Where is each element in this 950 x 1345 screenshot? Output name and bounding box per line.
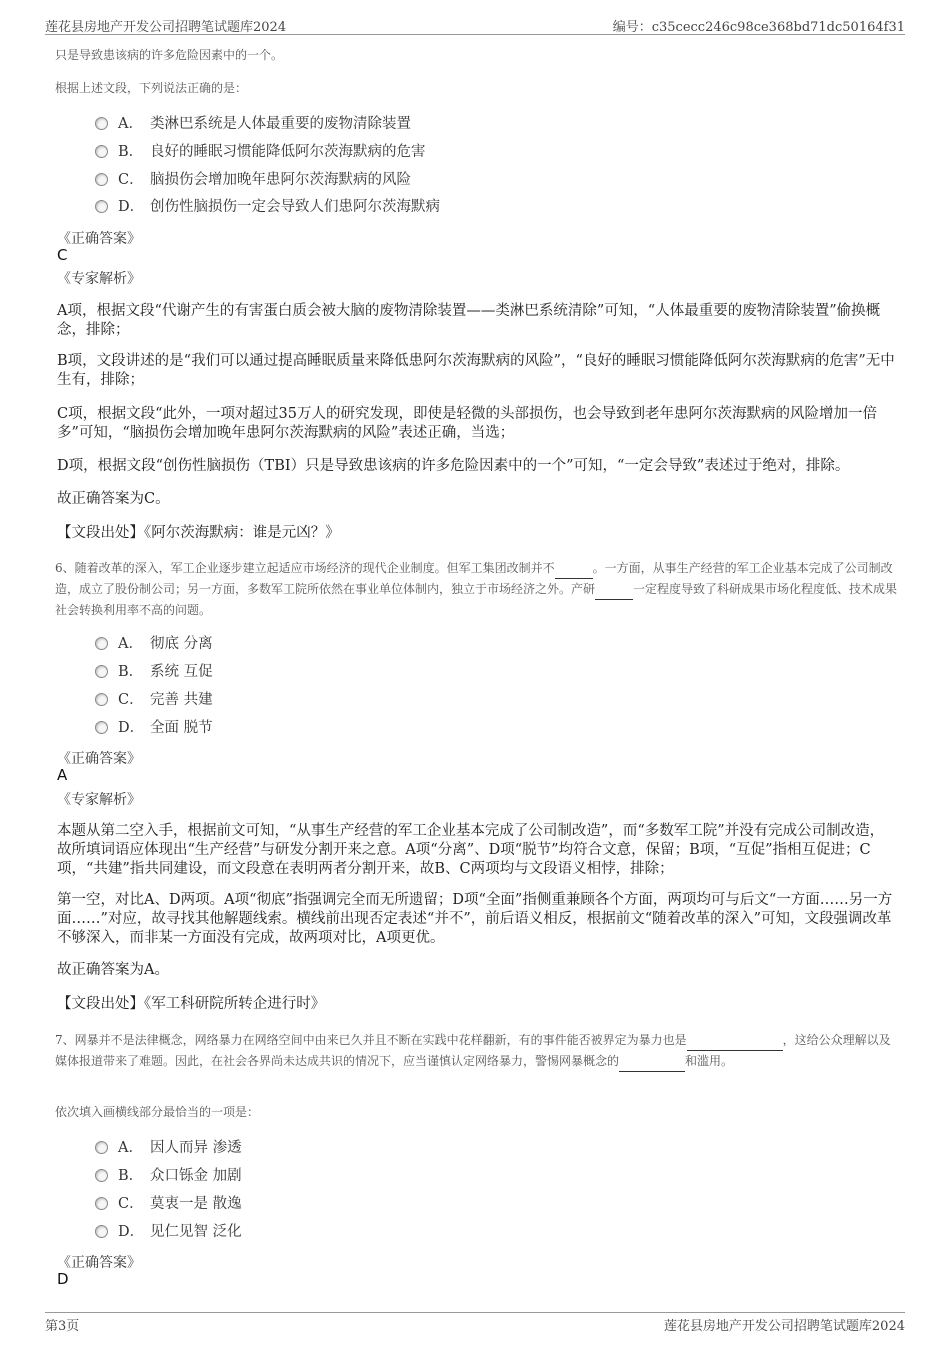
q5-prompt: 根据上述文段，下列说法正确的是：	[55, 81, 248, 95]
radio-icon[interactable]	[95, 693, 108, 706]
radio-icon[interactable]	[95, 1197, 108, 1210]
q7-option-c[interactable]: C． 莫衷一是 散逸	[95, 1194, 242, 1214]
q7-option-b[interactable]: B． 众口铄金 加剧	[95, 1166, 242, 1186]
footer-title: 莲花县房地产开发公司招聘笔试题库2024	[663, 1319, 905, 1334]
header-code-value: c35cecc246c98ce368bd71dc50164f31	[651, 20, 905, 35]
radio-icon[interactable]	[95, 637, 108, 650]
blank	[619, 1051, 685, 1072]
q5-answer: C	[57, 246, 68, 264]
q5-answer-label: 《正确答案》	[57, 231, 141, 247]
header-code	[613, 16, 905, 35]
q6-conclusion: 故正确答案为A。	[57, 962, 169, 978]
q6-stem: 6、随着改革的深入，军工企业逐步建立起适应市场经济的现代企业制度。但军工集团改制并不 。一方面，从事生产经营的军工企业基本完成了公司制改造，成立了股份制公司；另一方面，多数军工院所依然在事业单位体制内，独立于市场经济之外。产研 一定程度导致了科研成果市场化程度低、技术成果社会转换利用率不高的问题。	[55, 558, 900, 620]
q5-conclusion: 故正确答案为C。	[57, 491, 170, 507]
q7-answer: D	[57, 1270, 69, 1288]
q6-source: 【文段出处】《军工科研院所转企进行时》	[57, 996, 326, 1012]
q5-option-b[interactable]: B． 良好的睡眠习惯能降低阿尔茨海默病的危害	[95, 142, 426, 162]
page-number: 第3页	[45, 1319, 80, 1334]
q7-option-a[interactable]: A． 因人而异 渗透	[95, 1138, 242, 1158]
radio-icon[interactable]	[95, 665, 108, 678]
radio-icon[interactable]	[95, 1169, 108, 1182]
radio-icon[interactable]	[95, 145, 108, 158]
radio-icon[interactable]	[95, 1225, 108, 1238]
q5-source: 【文段出处】《阿尔茨海默病：谁是元凶？》	[57, 525, 340, 541]
q6-answer: A	[57, 766, 68, 784]
q5-analysis-c: C项，根据文段“此外，一项对超过35万人的研究发现，即使是轻微的头部损伤，也会导致到老年患阿尔茨海默病的风险增加一倍多”可知，“脑损伤会增加晚年患阿尔茨海默病的风险”表述正确，当选；	[57, 406, 877, 441]
q6-analysis-label: 《专家解析》	[57, 792, 141, 808]
q5-analysis-b: B项，文段讲述的是“我们可以通过提高睡眠质量来降低患阿尔茨海默病的风险”，“良好的睡眠习惯能降低阿尔茨海默病的危害”无中生有，排除；	[57, 353, 895, 388]
q6-option-c[interactable]: C． 完善 共建	[95, 690, 213, 710]
q7-prompt: 依次填入画横线部分最恰当的一项是：	[55, 1105, 260, 1119]
q7-option-d[interactable]: D． 见仁见智 泛化	[95, 1222, 242, 1242]
radio-icon[interactable]	[95, 117, 108, 130]
q6-option-a[interactable]: A． 彻底 分离	[95, 634, 213, 654]
q7-stem: 7、网暴并不是法律概念，网络暴力在网络空间中由来已久并且不断在实践中花样翻新，有的事件能否被界定为暴力也是 ，这给公众理解以及媒体报道带来了难题。因此，在社会各界尚未达成共识的情况下，应当谨慎认定网络暴力，警惕网暴概念的 和滥用。	[55, 1030, 900, 1072]
blank	[687, 1030, 783, 1051]
page-footer	[45, 1312, 905, 1335]
q5-option-a[interactable]: A． 类淋巴系统是人体最重要的废物清除装置	[95, 114, 411, 134]
q6-analysis-2: 第一空，对比A、D两项。A项“彻底”指强调完全而无所遗留；D项“全面”指侧重兼顾各个方面，两项均可与后文“一方面……另一方面……”对应，故寻找其他解题线索。横线前出现否定表述“并不”，前后语义相反，根据前文“随着改革的深入”可知，文段强调改革不够深入，而非某一方面没有完成，故两项对比，A项更优。	[57, 892, 893, 946]
q6-option-d[interactable]: D． 全面 脱节	[95, 718, 213, 738]
q6-answer-label: 《正确答案》	[57, 751, 141, 767]
header-title: 莲花县房地产开发公司招聘笔试题库2024	[45, 20, 287, 35]
q6-analysis-1: 本题从第二空入手，根据前文可知，“从事生产经营的军工企业基本完成了公司制改造”，而“多数军工院”并没有完成公司制改造，故所填词语应体现出“生产经营”与研发分割开来之意。A项“分离”、D项“脱节”均符合文意，保留；B项，“互促”指相互促进；C项，“共建”指共同建设，而文段意在表明两者分割开来，故B、C两项均与文段语义相悖，排除；	[57, 823, 885, 877]
radio-icon[interactable]	[95, 721, 108, 734]
page-header	[45, 14, 905, 35]
q5-analysis-d: D项，根据文段“创伤性脑损伤（TBI）只是导致患该病的许多危险因素中的一个”可知，“一定会导致”表述过于绝对，排除。	[57, 458, 850, 474]
q5-analysis-a: A项，根据文段“代谢产生的有害蛋白质会被大脑的废物清除装置——类淋巴系统清除”可知，“人体最重要的废物清除装置”偷换概念，排除；	[57, 303, 881, 338]
blank	[555, 558, 593, 579]
q5-option-d[interactable]: D． 创伤性脑损伤一定会导致人们患阿尔茨海默病	[95, 197, 440, 217]
q5-option-c[interactable]: C． 脑损伤会增加晚年患阿尔茨海默病的风险	[95, 170, 411, 190]
header-code-label: 编号：	[612, 20, 652, 35]
radio-icon[interactable]	[95, 173, 108, 186]
q6-option-b[interactable]: B． 系统 互促	[95, 662, 213, 682]
q5-tail: 只是导致患该病的许多危险因素中的一个。	[55, 48, 284, 62]
blank	[595, 579, 633, 600]
q7-answer-label: 《正确答案》	[57, 1255, 141, 1271]
radio-icon[interactable]	[95, 1141, 108, 1154]
radio-icon[interactable]	[95, 200, 108, 213]
q5-analysis-label: 《专家解析》	[57, 271, 141, 287]
